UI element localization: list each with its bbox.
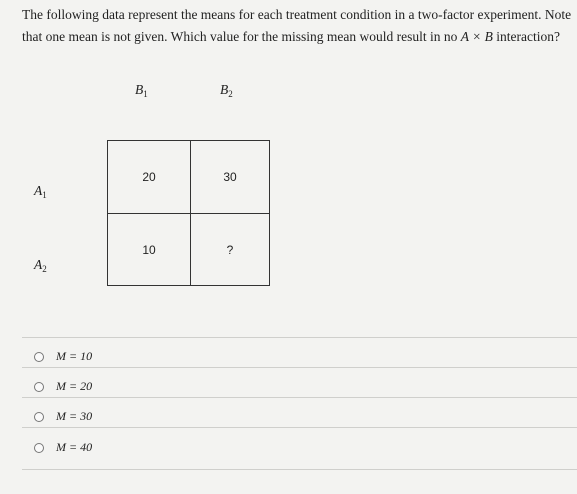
answer-option-2-label: M = 20 xyxy=(56,379,93,393)
divider xyxy=(22,367,577,368)
row-label-a1 xyxy=(34,183,47,200)
answer-option-4-label: M = 40 xyxy=(56,440,93,454)
row-label-a2-base: A xyxy=(34,257,43,272)
divider xyxy=(22,469,577,470)
column-label-b1 xyxy=(135,82,148,99)
row-label-a2 xyxy=(34,257,47,274)
divider xyxy=(22,427,577,428)
question-text-before: The following data represent the means for each treatment condition in a two-factor experiment. Note that one mean is not given. Which value for the missing mean would result in no xyxy=(22,7,572,44)
column-label-b1-base: B xyxy=(135,82,144,97)
answer-option-1-label: M = 10 xyxy=(56,349,93,363)
cell-a1-b2: 30 xyxy=(191,141,269,214)
column-label-b1-sub: 1 xyxy=(143,89,148,99)
row-label-a2-sub: 2 xyxy=(42,264,47,274)
radio-button[interactable] xyxy=(34,412,44,422)
cell-a1-b1: 20 xyxy=(108,141,191,214)
column-label-b2-base: B xyxy=(220,82,229,97)
column-label-b2-sub: 2 xyxy=(228,89,233,99)
divider xyxy=(22,397,577,398)
radio-button[interactable] xyxy=(34,382,44,392)
cell-a2-b1: 10 xyxy=(108,214,191,285)
answer-option-3[interactable] xyxy=(34,409,92,424)
radio-button[interactable] xyxy=(34,352,44,362)
column-label-b2 xyxy=(220,82,233,99)
question-text-after: interaction? xyxy=(492,28,560,44)
answer-option-1[interactable] xyxy=(34,349,92,364)
row-label-a1-sub: 1 xyxy=(42,190,47,200)
answer-option-2[interactable] xyxy=(34,379,92,394)
row-label-a1-base: A xyxy=(34,183,43,198)
radio-button[interactable] xyxy=(34,443,44,453)
interaction-term: A × B xyxy=(460,28,493,44)
answer-option-3-label: M = 30 xyxy=(56,409,93,423)
means-table xyxy=(107,140,270,286)
cell-a2-b2-missing: ? xyxy=(226,242,234,257)
divider xyxy=(22,337,577,338)
answer-option-4[interactable] xyxy=(34,440,92,455)
question-text xyxy=(22,4,572,47)
